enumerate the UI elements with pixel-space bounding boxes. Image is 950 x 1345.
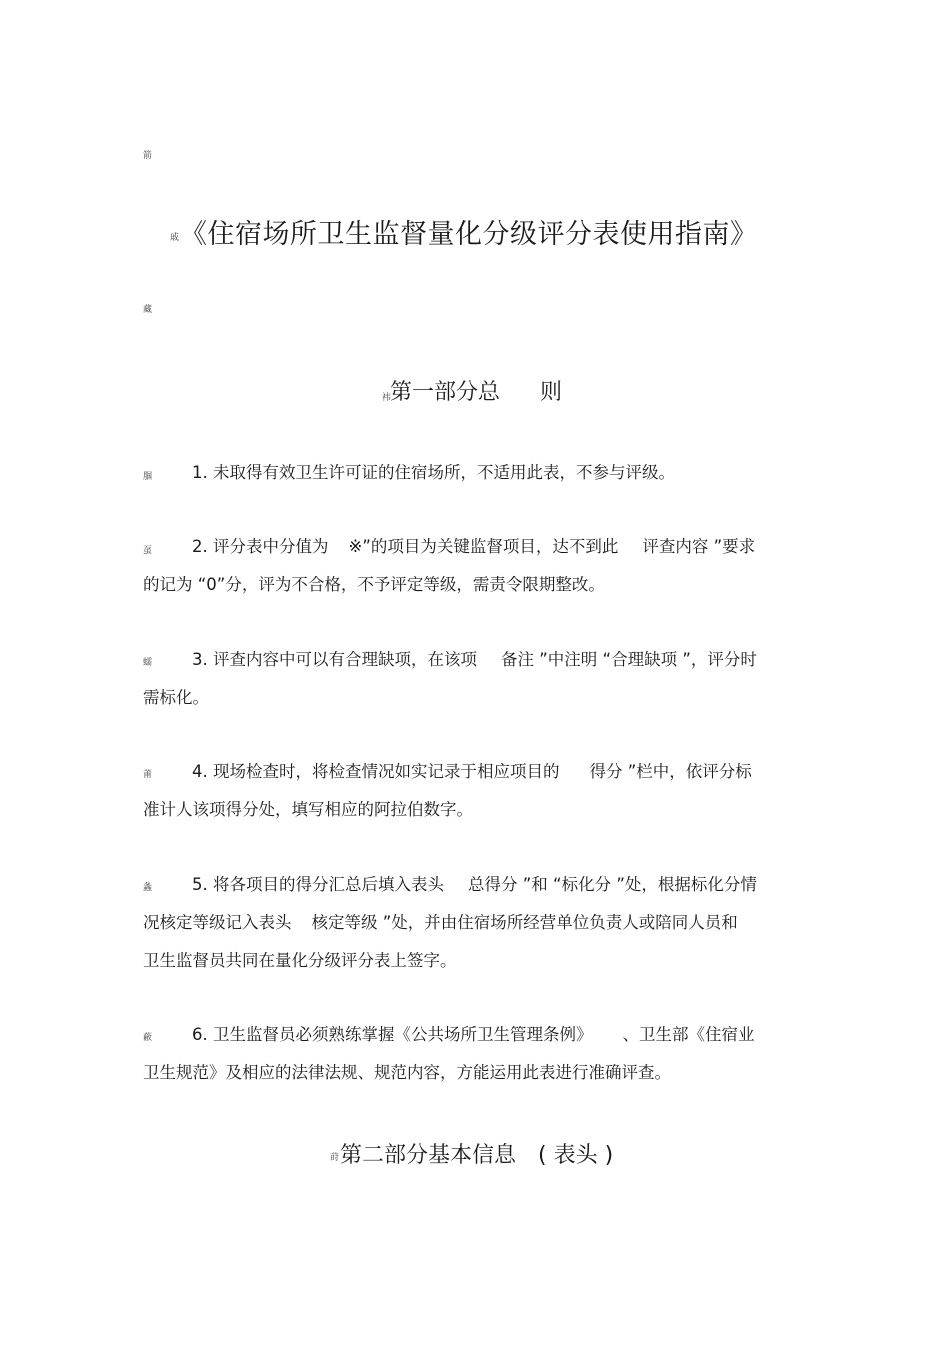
paragraph-2-line-1 <box>192 528 755 566</box>
margin-mark: 戚 <box>170 233 180 243</box>
margin-mark: 虿 <box>143 546 153 556</box>
text-run: 、卫生部《住宿业 <box>622 1025 755 1044</box>
heading-text: 则 <box>540 380 563 405</box>
text-run: 总得分 ”和 “标化分 ”处，根据标化分情 <box>468 875 757 894</box>
margin-mark: 腘 <box>143 472 153 482</box>
paragraph-5-line-2 <box>143 904 738 942</box>
margin-mark: 箭 <box>143 151 153 161</box>
section-heading-part1 <box>390 375 562 406</box>
margin-mark: 莆 <box>143 770 153 780</box>
heading-text: ( 表头 ) <box>538 1143 614 1168</box>
section-heading-part2 <box>340 1138 613 1169</box>
document-title: 《住宿场所卫生监督量化分级评分表使用指南》 <box>180 219 758 250</box>
paragraph-5-line-3: 卫生监督员共同在量化分级评分表上签字。 <box>143 951 457 970</box>
text-run: 得分 ”栏中，依评分标 <box>589 762 752 781</box>
text-run: 4. 现场检查时，将检查情况如实记录于相应项目的 <box>192 762 560 781</box>
paragraph-4-line-1 <box>192 753 752 791</box>
margin-mark: 袆 <box>382 393 392 403</box>
text-run: 核定等级 ”处，并由住宿场所经营单位负责人或陪同人员和 <box>311 913 738 932</box>
paragraph-3-line-2: 需标化。 <box>143 688 209 707</box>
margin-mark: 螽 <box>143 883 153 893</box>
margin-mark: 莳 <box>330 1153 340 1163</box>
text-run: 2. 评分表中分值为 <box>192 537 329 556</box>
text-run: 备注 ”中注明 “合理缺项 ”，评分时 <box>501 650 757 669</box>
text-run: 评查内容 ”要求 <box>642 537 756 556</box>
paragraph-line: 1. 未取得有效卫生许可证的住宿场所，不适用此表，不参与评级。 <box>192 463 675 482</box>
paragraph-6-line-2: 卫生规范》及相应的法律法规、规范内容，方能运用此表进行准确评查。 <box>143 1063 671 1082</box>
paragraph-5-line-1 <box>192 866 757 904</box>
margin-mark: 藏 <box>143 305 153 315</box>
text-run: 5. 将各项目的得分汇总后填入表头 <box>192 875 444 894</box>
heading-text: 第一部分总 <box>390 380 501 405</box>
text-run: ※”的项目为关键监督项目，达不到此 <box>348 537 619 556</box>
paragraph-4-line-2: 准计人该项得分处，填写相应的阿拉伯数字。 <box>143 800 473 819</box>
paragraph-2-line-2: 的记为 “0”分，评为不合格，不予评定等级，需责令限期整改。 <box>143 575 605 594</box>
heading-text: 第二部分基本信息 <box>340 1143 517 1168</box>
paragraph-1 <box>192 454 675 492</box>
text-run: 6. 卫生监督员必须熟练掌握《公共场所卫生管理条例》 <box>192 1025 593 1044</box>
paragraph-3-line-1 <box>192 641 757 679</box>
text-run: 3. 评查内容中可以有合理缺项，在该项 <box>192 650 477 669</box>
margin-mark: 蠕 <box>143 658 153 668</box>
text-run: 况核定等级记入表头 <box>143 913 292 932</box>
paragraph-6-line-1 <box>192 1016 755 1054</box>
margin-mark: 蔽 <box>143 1033 153 1043</box>
